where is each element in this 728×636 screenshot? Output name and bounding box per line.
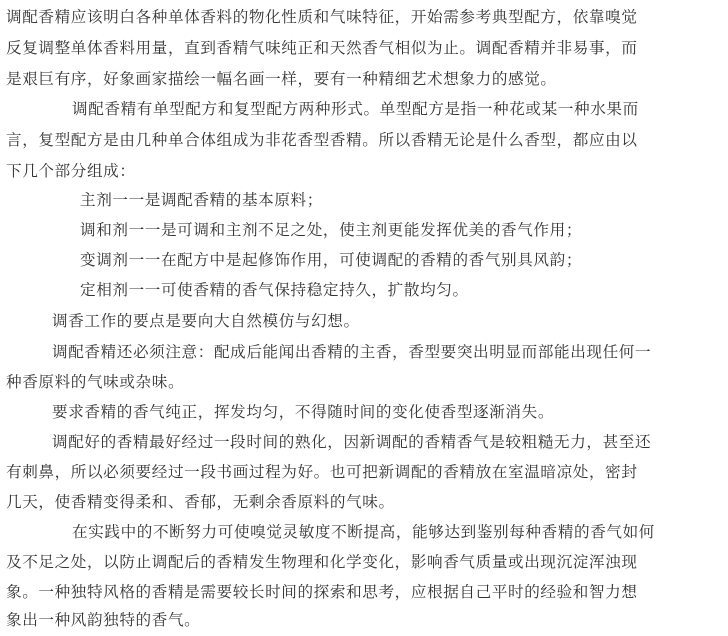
paragraph-1-line-2: 反复调整单体香料用量，直到香精气味纯正和天然香气相似为止。调配香精并非易事，而 xyxy=(6,39,638,57)
paragraph-7-line-3: 象。一种独特风格的香精是需要较长时间的探索和思考，应根据自己平时的经验和智力想 xyxy=(6,583,638,601)
paragraph-7-line-2: 及不足之处，以防止调配后的香精发生物理和化学变化，影响香气质量或出现沉淀浑浊现 xyxy=(6,553,638,571)
paragraph-6-line-1: 调配好的香精最好经过一段时间的熟化，因新调配的香精香气是较粗糙无力，甚至还 xyxy=(52,433,652,451)
paragraph-4-line-2: 种香原料的气味或杂味。 xyxy=(6,373,185,391)
paragraph-7-line-4: 象出一种风韵独特的香气。 xyxy=(6,611,201,629)
paragraph-1-line-1: 调配香精应该明白各种单体香料的物化性质和气味特征，开始需参考典型配方，依靠嗅觉 xyxy=(6,8,638,26)
list-item-fixative: 定相剂一一可使香精的香气保持稳定持久，扩散均匀。 xyxy=(80,281,469,299)
paragraph-2-line-3: 下几个部分组成： xyxy=(6,162,136,180)
list-item-main-agent: 主剂一一是调配香精的基本原料； xyxy=(80,191,323,209)
paragraph-6-line-3: 几天，使香精变得柔和、香郁，无剩余香原料的气味。 xyxy=(6,493,395,511)
paragraph-4-line-1: 调配香精还必须注意：配成后能闻出香精的主香，香型要突出明显而部能出现任何一 xyxy=(52,343,652,361)
paragraph-5-line-1: 要求香精的香气纯正，挥发均匀，不得随时间的变化使香型逐渐消失。 xyxy=(52,403,555,421)
paragraph-2-line-1: 调配香精有单型配方和复型配方两种形式。单型配方是指一种花或某一种水果而 xyxy=(72,100,639,118)
paragraph-2-line-2: 言，复型配方是由几种单合体组成为非花香型香精。所以香精无论是什么香型，都应由以 xyxy=(6,131,638,149)
paragraph-3-line-1: 调香工作的要点是要向大自然模仿与幻想。 xyxy=(52,312,360,330)
list-item-blender: 调和剂一一是可调和主剂不足之处，使主剂更能发挥优美的香气作用； xyxy=(80,221,583,239)
list-item-modifier: 变调剂一一在配方中是起修饰作用，可使调配的香精的香气别具风韵； xyxy=(80,251,583,269)
paragraph-7-line-1: 在实践中的不断努力可使嗅觉灵敏度不断提高，能够达到鉴别每种香精的香气如何 xyxy=(72,523,655,541)
paragraph-6-line-2: 有刺鼻，所以必须要经过一段书画过程为好。也可把新调配的香精放在室温暗凉处，密封 xyxy=(6,463,638,481)
paragraph-1-line-3: 是艰巨有序，好象画家描绘一幅名画一样，要有一种精细艺术想象力的感觉。 xyxy=(6,70,557,88)
